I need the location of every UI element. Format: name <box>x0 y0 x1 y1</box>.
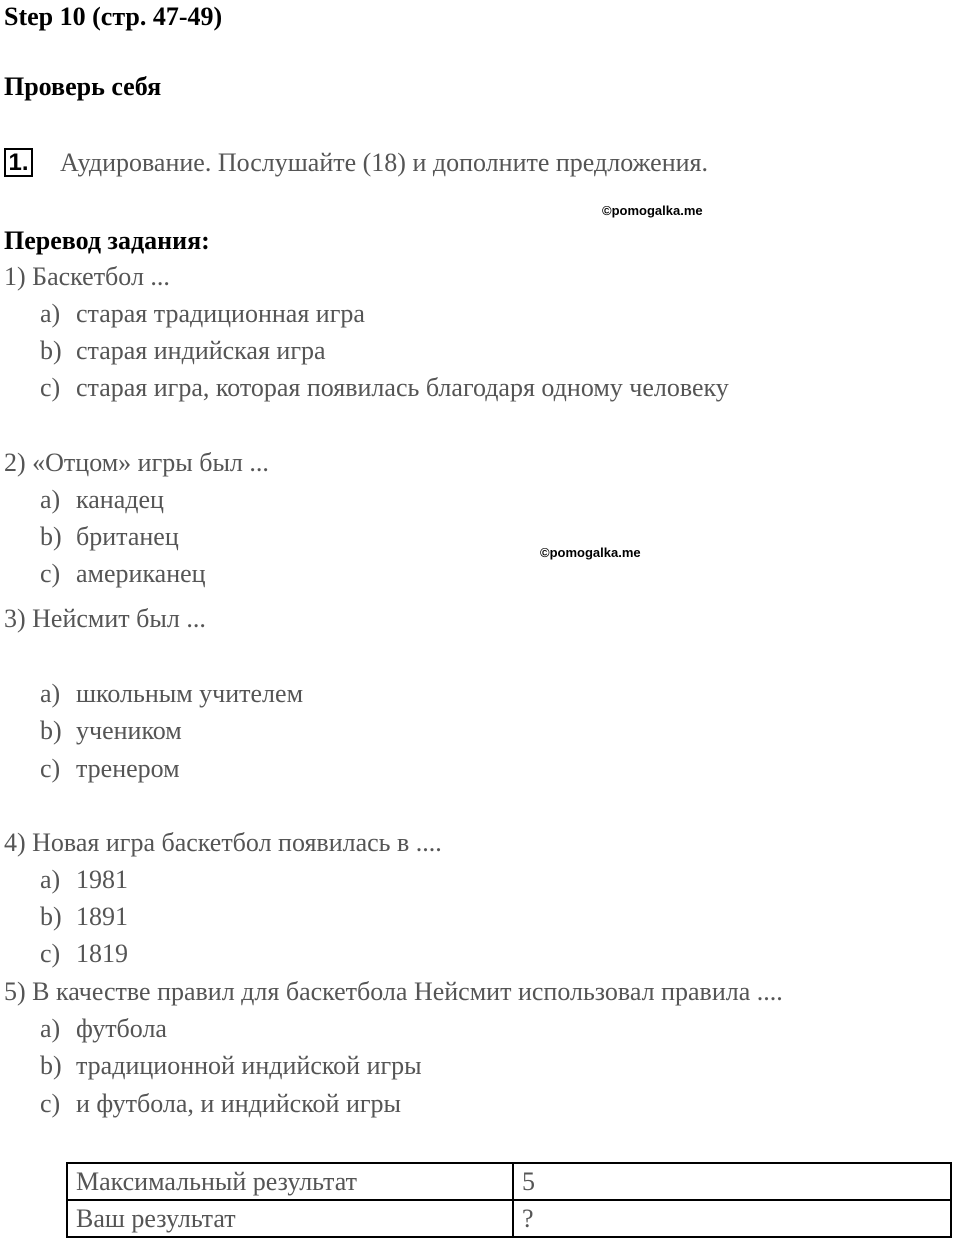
option-text: канадец <box>76 485 164 514</box>
question-5-option-a <box>40 1014 167 1044</box>
option-text: британец <box>76 522 179 551</box>
section-title: Проверь себя <box>4 72 162 101</box>
max-result-label: Максимальный результат <box>67 1163 513 1200</box>
option-letter: c) <box>40 373 61 402</box>
table-row <box>67 1200 951 1237</box>
option-letter: c) <box>40 754 61 783</box>
question-2-option-a <box>40 485 164 515</box>
option-text: старая традиционная игра <box>76 299 365 328</box>
option-letter: a) <box>40 679 61 708</box>
option-text: 1891 <box>76 902 128 931</box>
question-2-option-c <box>40 559 206 589</box>
question-5-option-c <box>40 1089 401 1119</box>
watermark: ©pomogalka.me <box>602 203 703 218</box>
table-row <box>67 1163 951 1200</box>
option-letter: a) <box>40 485 61 514</box>
option-letter: b) <box>40 716 62 745</box>
task-instruction: Аудирование. Послушайте (18) и дополните предложения. <box>60 148 708 177</box>
option-text: тренером <box>76 754 180 783</box>
option-text: старая игра, которая появилась благодаря одному человеку <box>76 373 729 402</box>
option-letter: b) <box>40 522 62 551</box>
task-number: 1. <box>4 148 33 177</box>
option-letter: c) <box>40 559 61 588</box>
option-text: футбола <box>76 1014 167 1043</box>
option-text: учеником <box>76 716 182 745</box>
option-letter: b) <box>40 902 62 931</box>
question-4: 4) Новая игра баскетбол появилась в .... <box>4 828 442 857</box>
question-5: 5) В качестве правил для баскетбола Нейсмит использовал правила .... <box>4 977 783 1006</box>
question-1-option-a <box>40 299 365 329</box>
option-letter: c) <box>40 1089 61 1118</box>
max-result-value: 5 <box>513 1163 951 1200</box>
result-table <box>66 1162 952 1238</box>
option-letter: b) <box>40 336 62 365</box>
question-1-option-c <box>40 373 729 403</box>
question-2-option-b <box>40 522 179 552</box>
option-text: и футбола, и индийской игры <box>76 1089 401 1118</box>
question-3: 3) Нейсмит был ... <box>4 604 206 633</box>
question-4-option-b <box>40 902 128 932</box>
page-title: Step 10 (стр. 47-49) <box>4 2 223 31</box>
your-result-value: ? <box>513 1200 951 1237</box>
option-text: старая индийская игра <box>76 336 326 365</box>
option-letter: b) <box>40 1051 62 1080</box>
option-text: 1819 <box>76 939 128 968</box>
option-letter: a) <box>40 865 61 894</box>
question-3-option-a <box>40 679 303 709</box>
watermark: ©pomogalka.me <box>540 545 641 560</box>
question-5-option-b <box>40 1051 422 1081</box>
your-result-label: Ваш результат <box>67 1200 513 1237</box>
question-3-option-c <box>40 754 180 784</box>
question-4-option-c <box>40 939 128 969</box>
translation-heading: Перевод задания: <box>4 226 210 255</box>
option-text: американец <box>76 559 206 588</box>
option-letter: c) <box>40 939 61 968</box>
option-text: 1981 <box>76 865 128 894</box>
question-1-option-b <box>40 336 326 366</box>
option-letter: a) <box>40 1014 61 1043</box>
option-text: школьным учителем <box>76 679 304 708</box>
question-2: 2) «Отцом» игры был ... <box>4 448 269 477</box>
question-4-option-a <box>40 865 128 895</box>
question-1: 1) Баскетбол ... <box>4 262 170 291</box>
option-letter: a) <box>40 299 61 328</box>
option-text: традиционной индийской игры <box>76 1051 422 1080</box>
question-3-option-b <box>40 716 182 746</box>
